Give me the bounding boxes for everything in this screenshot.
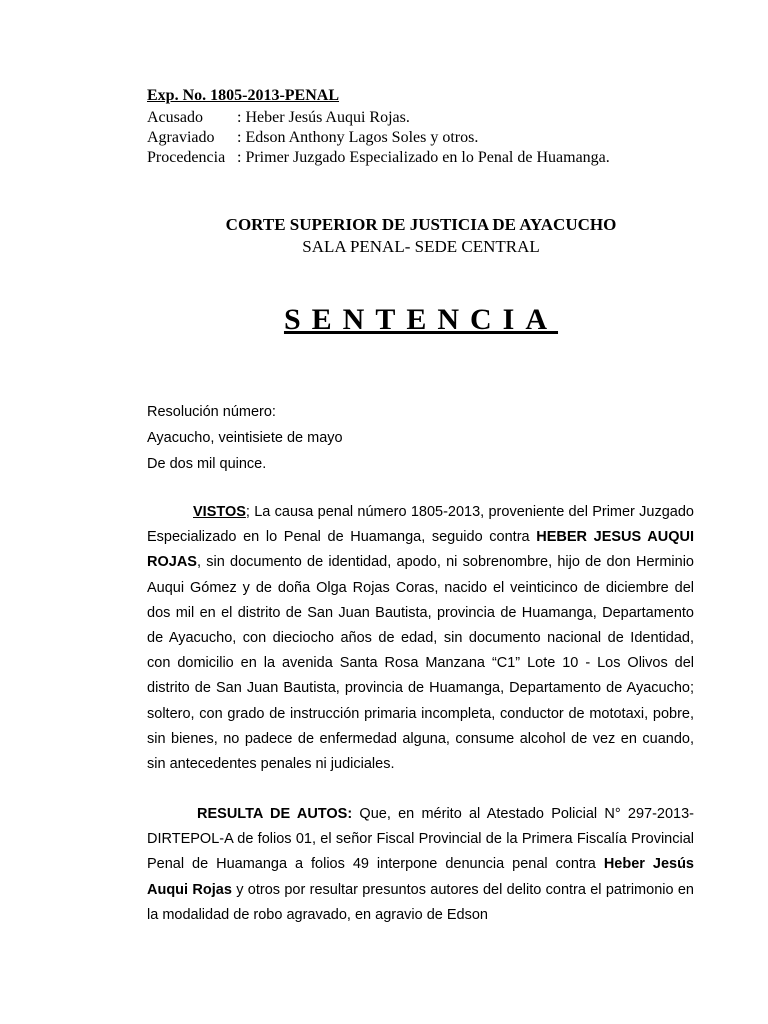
resulta-text-2: y otros por resultar presuntos autores del delito contra el patrimonio en la modalidad de robo agravado, en agravio de Edson xyxy=(147,881,695,923)
agraviado-label: Agraviado xyxy=(147,129,215,146)
vistos-label: VISTOS xyxy=(193,504,246,520)
resolution-year: De dos mil quince. xyxy=(147,456,267,472)
resulta-label: RESULTA DE AUTOS: xyxy=(197,806,353,822)
court-name: CORTE SUPERIOR DE JUSTICIA DE AYACUCHO xyxy=(225,215,617,234)
resulta-accused-name: Heber Jesús Auqui Rojas xyxy=(147,856,694,898)
acusado-value: : Heber Jesús Auqui Rojas. xyxy=(237,109,410,126)
header-row-acusado xyxy=(147,108,410,128)
header-row-procedencia xyxy=(147,148,610,168)
court-sala: SALA PENAL- SEDE CENTRAL xyxy=(302,237,540,256)
agraviado-value: : Edson Anthony Lagos Soles y otros. xyxy=(237,129,479,146)
vistos-text-1: ; La causa penal número 1805-2013, proveniente del Primer Juzgado Especializado en lo Penal de Huamanga, seguido contra xyxy=(147,504,694,546)
case-number: Exp. No. 1805-2013-PENAL xyxy=(147,87,340,104)
document-title xyxy=(0,300,768,340)
procedencia-value: : Primer Juzgado Especializado en lo Penal de Huamanga. xyxy=(237,149,610,166)
vistos-text-2: , sin documento de identidad, apodo, ni sobrenombre, hijo de don Herminio Auqui Gómez y de doña Olga Rojas Coras, nacido el veinticinco de diciembre del dos mil en el distrito de San Juan Bautista, provincia de Huamanga, Departamento de Ayacucho, con dieciocho años de edad, sin documento nacional de Identidad, con domicilio en la avenida Santa Rosa Manzana “C1” Lote 10 - Los Olivos del distrito de San Juan Bautista, provincia de Huamanga, Departamento de Ayacucho; soltero, con grado de instrucción primaria incompleta, conductor de mototaxi, pobre, sin bienes, no padece de enfermedad alguna, consume alcohol de vez en cuando, sin antecedentes penales ni judiciales. xyxy=(147,554,694,773)
header-row-agraviado xyxy=(147,128,478,148)
resulta-paragraph xyxy=(147,802,694,928)
vistos-paragraph xyxy=(147,500,694,777)
resolution-date: Ayacucho, veintisiete de mayo xyxy=(147,430,343,446)
acusado-label: Acusado xyxy=(147,109,203,126)
resolution-number: Resolución número: xyxy=(147,404,276,420)
vistos-accused-name: HEBER JESUS AUQUI ROJAS xyxy=(147,529,694,571)
document-title-text: SENTENCIA xyxy=(283,303,559,336)
resulta-text-1: Que, en mérito al Atestado Policial N° 297-2013-DIRTEPOL-A de folios 01, el señor Fiscal Provincial de la Primera Fiscalía Provincial Penal de Huamanga a folios 49 interpone denuncia penal contra xyxy=(147,806,694,873)
procedencia-label: Procedencia xyxy=(147,149,226,166)
